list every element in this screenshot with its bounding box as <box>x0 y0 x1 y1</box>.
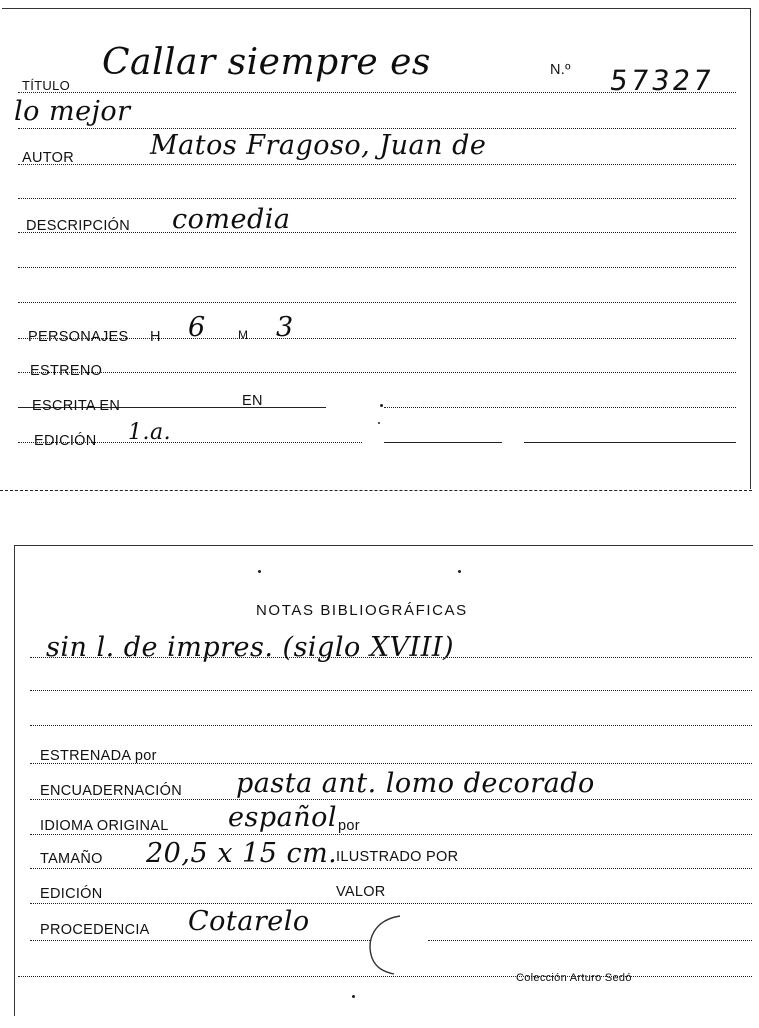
en-label: EN <box>242 393 263 409</box>
personajes-m-label: M <box>238 328 249 342</box>
autor-rule <box>18 164 736 165</box>
edicion-label: EDICIÓN <box>34 433 97 449</box>
personajes-m-value: 3 <box>276 312 294 343</box>
titulo-value-line2: lo mejor <box>14 96 131 127</box>
personajes-h-value: 6 <box>188 312 206 343</box>
procedencia-value: Cotarelo <box>188 906 310 937</box>
edicion-rule-mid <box>384 442 502 443</box>
edicion-rule-right <box>524 442 736 443</box>
notas-rule-2 <box>30 690 752 691</box>
numero-value: 57327 <box>607 64 717 97</box>
autor-label: AUTOR <box>22 150 74 166</box>
encuadernacion-label: ENCUADERNACIÓN <box>40 783 182 799</box>
estrenada-label: ESTRENADA por <box>40 748 157 764</box>
tamano-label: TAMAÑO <box>40 851 103 867</box>
notas-heading: NOTAS BIBLIOGRÁFICAS <box>256 602 468 619</box>
idioma-rule <box>30 834 752 835</box>
personajes-h-label: H <box>150 329 161 345</box>
estreno-rule <box>18 372 736 373</box>
encuadernacion-value: pasta ant. lomo decorado <box>236 768 595 799</box>
blank-rule-2 <box>18 267 736 268</box>
hole-mark <box>458 570 461 573</box>
collection-footer: Colección Arturo Sedó <box>516 972 632 984</box>
encuadernacion-rule <box>30 799 752 800</box>
ilustrado-label: ILUSTRADO POR <box>336 849 459 865</box>
titulo-value-line1: Callar siempre es <box>102 42 431 83</box>
escrita-en-label: ESCRITA EN <box>32 398 121 414</box>
front-bottom-rule <box>0 490 752 491</box>
tamano-rule <box>30 868 752 869</box>
procedencia-rule-right <box>428 940 752 941</box>
idioma-por-label: por <box>338 818 360 834</box>
notas-value: sin l. de impres. (siglo XVIII) <box>46 632 455 663</box>
blank-rule-3 <box>18 302 736 303</box>
titulo-label: TÍTULO <box>22 78 71 93</box>
personajes-label: PERSONAJES <box>28 329 129 345</box>
notas-rule-1 <box>30 657 752 658</box>
descripcion-label: DESCRIPCIÓN <box>26 218 131 234</box>
idioma-value: español <box>228 802 337 833</box>
titulo-rule-2 <box>18 128 736 129</box>
speck <box>380 404 383 407</box>
hole-mark <box>258 570 261 573</box>
stamp-curve-mark <box>360 910 440 980</box>
idioma-label: IDIOMA ORIGINAL <box>40 818 169 834</box>
edicion-back-rule <box>30 903 752 904</box>
blank-rule-1 <box>18 198 736 199</box>
escrita-rule-right <box>384 407 736 408</box>
numero-label: N.º <box>550 62 571 78</box>
procedencia-rule-left <box>30 940 370 941</box>
descripcion-value: comedia <box>172 204 291 235</box>
valor-label: VALOR <box>336 884 386 900</box>
edicion-value: 1.a. <box>128 420 172 445</box>
hole-mark <box>352 995 355 998</box>
estreno-label: ESTRENO <box>30 363 103 379</box>
procedencia-label: PROCEDENCIA <box>40 922 150 938</box>
tamano-value: 20,5 x 15 cm. <box>146 838 338 869</box>
edicion-back-label: EDICIÓN <box>40 886 103 902</box>
autor-value: Matos Fragoso, Juan de <box>150 130 487 161</box>
notas-rule-3 <box>30 725 752 726</box>
speck <box>378 422 380 424</box>
